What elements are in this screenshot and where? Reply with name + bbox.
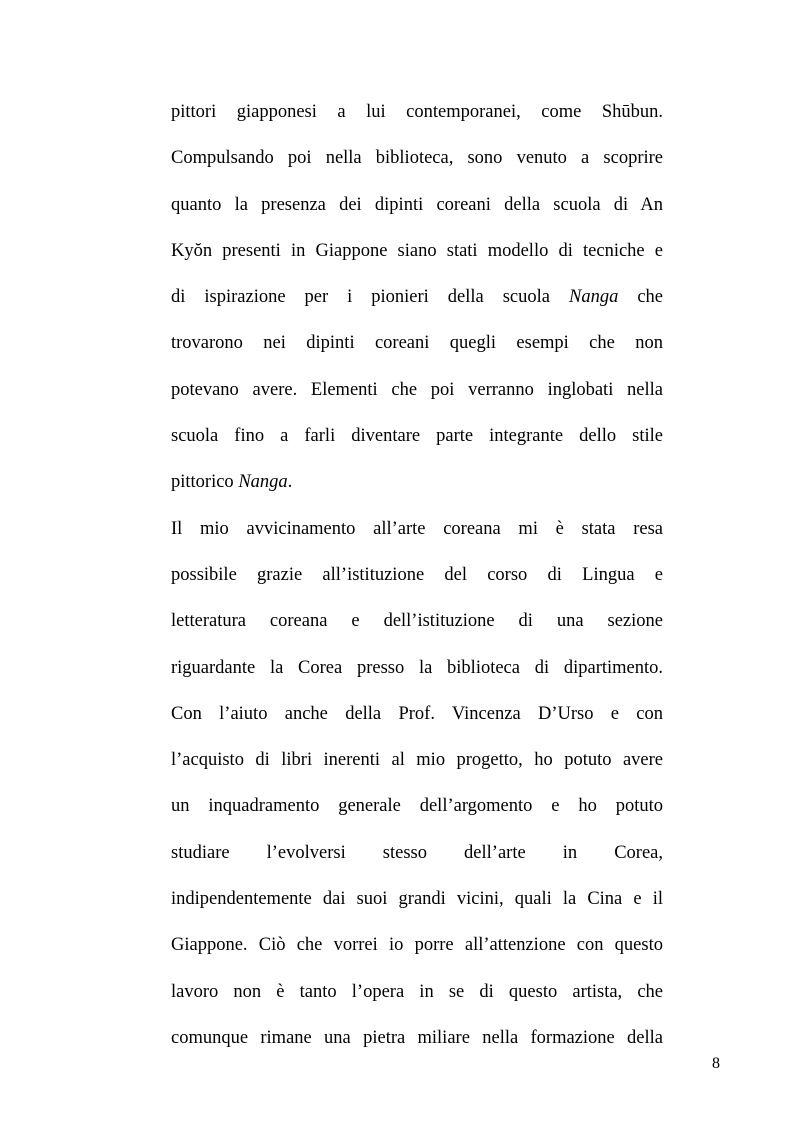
text-line [171, 228, 663, 274]
text-run: . [287, 472, 293, 493]
text-line [171, 598, 663, 644]
text-run: l’acquisto di libri inerenti al mio progetto, ho potuto avere [171, 750, 663, 771]
text-run: che [618, 287, 663, 308]
text-run: trovarono nei dipinti coreani quegli esempi che non [171, 333, 663, 354]
text-line [171, 320, 663, 366]
text-line [171, 969, 663, 1015]
text-line [171, 367, 663, 413]
text-line [171, 737, 663, 783]
text-run: di ispirazione per i pionieri della scuola [171, 287, 569, 308]
text-line [171, 89, 663, 135]
text-line [171, 645, 663, 691]
text-line [171, 783, 663, 829]
text-line [171, 459, 663, 505]
text-line [171, 922, 663, 968]
text-run: riguardante la Corea presso la biblioteca di dipartimento. [171, 657, 663, 678]
text-run: possibile grazie all’istituzione del corso di Lingua e [171, 564, 663, 585]
page-number: 8 [712, 1055, 720, 1072]
text-run: quanto la presenza dei dipinti coreani della scuola di An [171, 194, 663, 215]
italic-term: Nanga [568, 287, 619, 308]
text-line [171, 1015, 663, 1061]
text-run: Giappone. Ciò che vorrei io porre all’attenzione con questo [171, 935, 663, 956]
text-line [171, 182, 663, 228]
text-run: Compulsando poi nella biblioteca, sono venuto a scoprire [171, 148, 663, 169]
text-run: studiare l’evolversi stesso dell’arte in Corea, [171, 842, 663, 863]
text-run: letteratura coreana e dell’istituzione di una sezione [171, 611, 663, 632]
text-run: comunque rimane una pietra miliare nella formazione della [171, 1027, 663, 1048]
text-run: Kyŏn presenti in Giappone siano stati modello di tecniche e [171, 240, 663, 261]
text-run: pittori giapponesi a lui contemporanei, come Shūbun. [171, 102, 663, 122]
text-line [171, 506, 663, 552]
body-text [171, 89, 663, 1061]
text-run: scuola fino a farli diventare parte integrante dello stile [171, 426, 663, 447]
text-line [171, 876, 663, 922]
text-run: pittorico [171, 472, 239, 493]
text-line [171, 691, 663, 737]
text-line [171, 830, 663, 876]
text-run: lavoro non è tanto l’opera in se di questo artista, che [171, 981, 663, 1002]
text-line [171, 413, 663, 459]
text-run: potevano avere. Elementi che poi verranno inglobati nella [171, 379, 663, 400]
text-run: un inquadramento generale dell’argomento e ho potuto [171, 796, 663, 817]
text-run: indipendentemente dai suoi grandi vicini, quali la Cina e il [171, 889, 663, 910]
italic-term: Nanga [238, 472, 288, 493]
text-run: Il mio avvicinamento all’arte coreana mi è stata resa [171, 518, 663, 539]
text-line [171, 552, 663, 598]
text-line [171, 274, 663, 320]
text-line [171, 135, 663, 181]
text-run: Con l’aiuto anche della Prof. Vincenza D’Urso e con [171, 703, 663, 724]
